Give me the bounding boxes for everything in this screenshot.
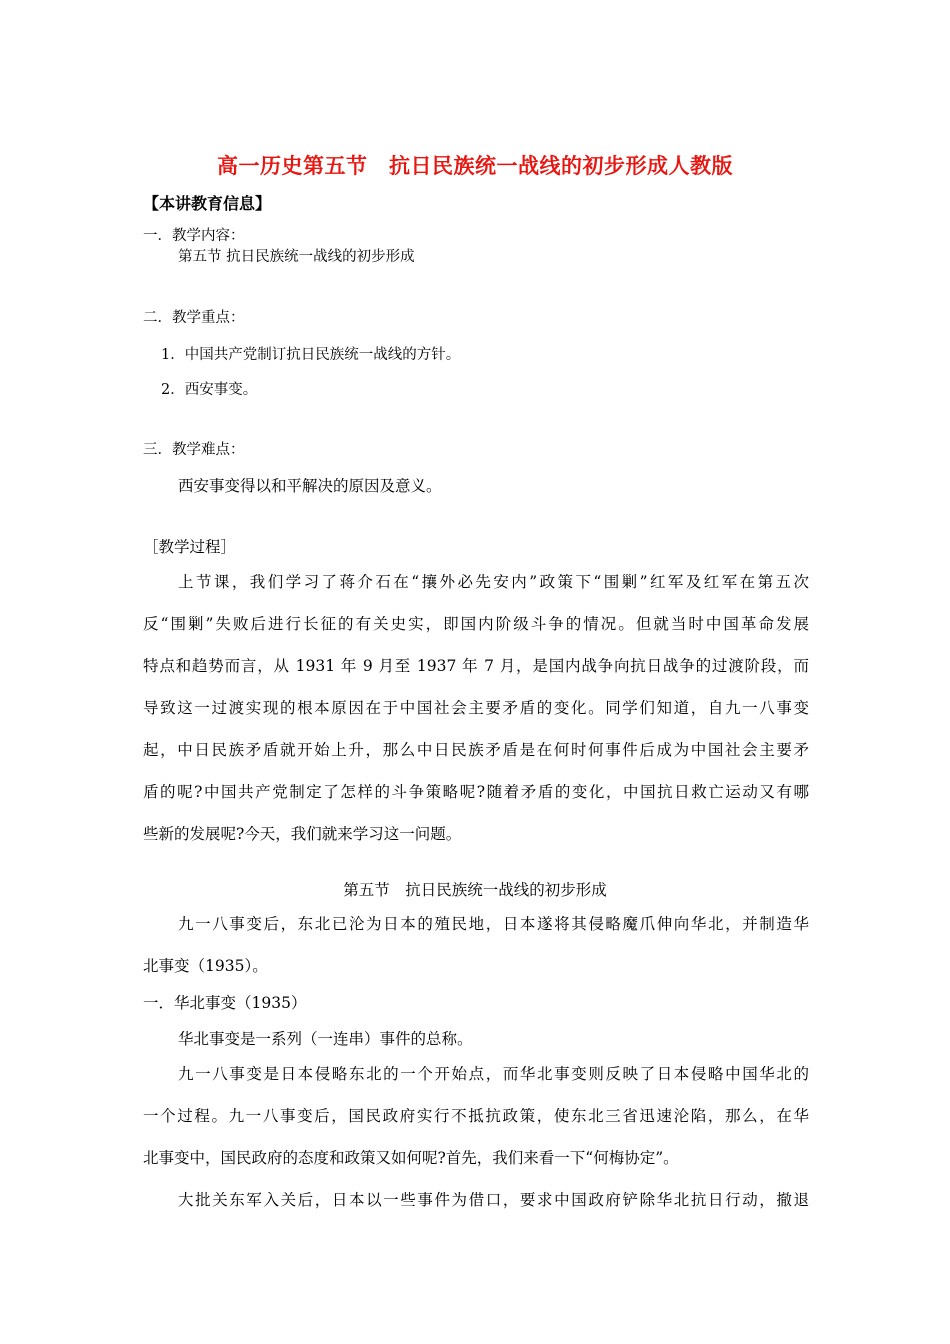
part1-paragraph-2: [143, 1179, 809, 1221]
lesson-intro-paragraph: [143, 903, 809, 987]
sec1-label: 一．教学内容：: [143, 228, 245, 244]
intro-line: 反“围剿”失败后进行长征的有关史实，即国内阶级斗争的情况。但就当时中国革命发展: [143, 615, 809, 633]
sec2-item-1: 1．中国共产党制订抗日民族统一战线的方针。: [161, 347, 461, 363]
process-heading: ［教学过程］: [143, 538, 237, 556]
intro-line: 特点和趋势而言，从 1931 年 9 月至 1937 年 7 月，是国内战争向抗日战争的过渡阶段，而: [143, 657, 809, 675]
intro-line: 些新的发展呢?今天，我们就来学习这一问题。: [143, 825, 462, 843]
intro-paragraph: [143, 561, 809, 855]
sec3-content: 西安事变得以和平解决的原因及意义。: [178, 477, 442, 495]
part1-heading: 一．华北事变（1935）: [143, 994, 307, 1012]
intro-line: 盾的呢?中国共产党制定了怎样的斗争策略呢?随着矛盾的变化，中国抗日救亡运动又有哪: [143, 783, 809, 801]
lesson-heading: 第五节 抗日民族统一战线的初步形成: [343, 881, 607, 899]
part1-line: 九一八事变是日本侵略东北的一个开始点，而华北事变则反映了日本侵略中国华北的: [178, 1065, 809, 1083]
intro-line: 导致这一过渡实现的根本原因在于中国社会主要矛盾的变化。同学们知道，自九一八事变: [143, 699, 809, 717]
sec1-content: 第五节 抗日民族统一战线的初步形成: [178, 249, 415, 265]
part1-line: 一个过程。九一八事变后，国民政府实行不抵抗政策，使东北三省迅速沦陷，那么，在华: [143, 1107, 809, 1125]
info-heading: 【本讲教育信息】: [143, 194, 272, 213]
part1-definition: 华北事变是一系列（一连串）事件的总称。: [178, 1030, 473, 1048]
sec2-label: 二．教学重点：: [143, 310, 245, 326]
sec2-item-2: 2．西安事变。: [161, 382, 258, 398]
part1-line: 北事变中，国民政府的态度和政策又如何呢?首先，我们来看一下“何梅协定”。: [143, 1149, 679, 1167]
intro-line: 上节课，我们学习了蒋介石在“攘外必先安内”政策下“围剿”红军及红军在第五次: [178, 573, 809, 591]
intro-line: 起，中日民族矛盾就开始上升，那么中日民族矛盾是在何时何事件后成为中国社会主要矛: [143, 741, 809, 759]
lesson-intro-line: 九一八事变后，东北已沦为日本的殖民地，日本遂将其侵略魔爪伸向华北，并制造华: [178, 915, 809, 933]
part1-last-line: 大批关东军入关后，日本以一些事件为借口，要求中国政府铲除华北抗日行动，撤退: [178, 1191, 809, 1209]
lesson-intro-line: 北事变（1935）。: [143, 957, 268, 975]
part1-paragraph: [143, 1053, 809, 1179]
sec3-label: 三．教学难点：: [143, 442, 245, 458]
document-title: 高一历史第五节 抗日民族统一战线的初步形成人教版: [217, 153, 733, 178]
